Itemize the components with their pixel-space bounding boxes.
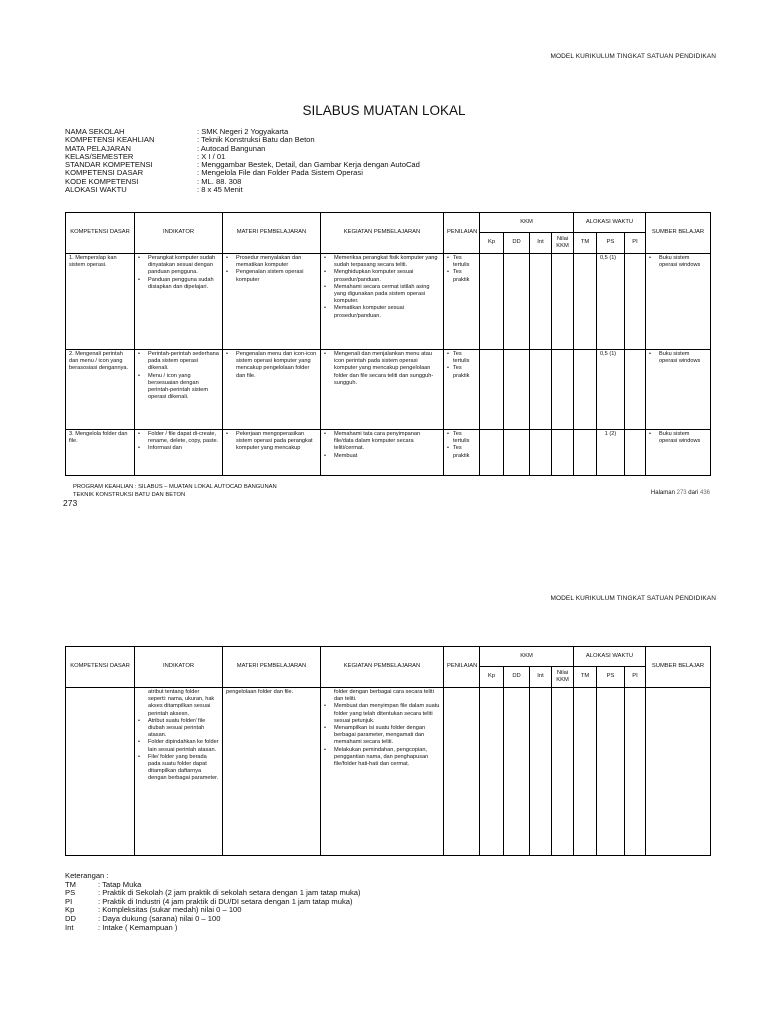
materi-cell: pengelolaan folder dan file. — [223, 688, 321, 856]
halaman-label: Halaman — [650, 490, 675, 496]
tm-cell — [574, 688, 597, 856]
header-int: Int — [530, 667, 552, 688]
header-penilaian: PENILAIAN — [444, 213, 480, 254]
info-value: : Autocad Bangunan — [197, 143, 266, 153]
indikator-cell: • Folder / file dapat di-create, rename, delete, copy, paste. • Informasi dan — [135, 430, 223, 476]
info-value: : Menggambar Bestek, Detail, dan Gambar Kerja dengan AutoCad — [197, 160, 420, 170]
page-header-text: MODEL KURIKULUM TINGKAT SATUAN PENDIDIKAN — [550, 53, 716, 60]
sumber-cell: • Buku sistem operasi windows — [646, 254, 711, 350]
header-materi: MATERI PEMBELAJARAN — [223, 647, 321, 688]
sumber-item: Buku sistem operasi windows — [659, 431, 701, 445]
info-label: STANDAR KOMPETENSI — [65, 160, 153, 170]
legend-value: : Intake ( Kemampuan ) — [98, 922, 178, 932]
materi-cell: • Pekerjaan mengoperasikan sistem operasi pada perangkat komputer yang mencakup — [223, 430, 321, 476]
page-counter — [651, 490, 710, 496]
legend-value: : Praktik di Sekolah (2 jam praktik di sekolah setara dengan 1 jam tatap muka) — [98, 888, 361, 898]
kegiatan-cell: folder dengan berbagai cara secara teliti dan teliti. • Membuat dan menyimpan file dalam suatu folder yang telah ditentukan secara teliti sesuai petunjuk. • Menampilkan isi suatu folder dengan berbagai parameter, mengamati dan memahami secara teliti. • Melakukan pemindahan, pengcopian, penggantian nama, dan penghapusan file/folder hati-hati dan cermat. — [321, 688, 444, 856]
header-sumber: SUMBER BELAJAR — [646, 647, 711, 688]
kegiatan-item: Menghidupkan komputer sesuai prosedur/panduan. — [334, 269, 414, 283]
indikator-item: Informasi dan — [148, 445, 182, 452]
int-cell — [530, 688, 552, 856]
legend-value: : Daya dukung (sarana) nilai 0 – 100 — [98, 913, 221, 923]
indikator-cell: • Perintah-perintah sederhana pada sistem operasi dikenali. • Menu / icon yang bersesuaian dengan perintah-perintah sistem operasi dikenali. — [135, 350, 223, 430]
header-nilai-kkm: Nilai KKM — [552, 667, 574, 688]
header-materi: MATERI PEMBELAJARAN — [223, 213, 321, 254]
page-header-text: MODEL KURIKULUM TINGKAT SATUAN PENDIDIKAN — [550, 595, 716, 602]
materi-item: Prosedur menyalakan dan mematikan komputer — [236, 255, 302, 269]
legend-key: Int — [65, 922, 74, 932]
legend-value: : Tatap Muka — [98, 879, 142, 889]
sumber-item: Buku sistem operasi windows — [659, 255, 701, 269]
indikator-cell: • Perangkat komputer sudah dinyatakan sesuai dengan panduan pengguna. • Panduan pengguna sudah disiapkan dan dipelajari. — [135, 254, 223, 350]
legend-key: Kp — [65, 905, 75, 915]
indikator-item: Perangkat komputer sudah dinyatakan sesuai dengan panduan pengguna. — [148, 255, 216, 276]
header-pi: PI — [625, 233, 646, 254]
dd-cell — [504, 350, 530, 430]
legend-value: : Praktik di Industri (4 jam praktik di DU/DI setara dengan 1 jam tatap muka) — [98, 896, 353, 906]
info-label: NAMA SEKOLAH — [65, 127, 125, 136]
table-row — [66, 430, 711, 476]
header-int: Int — [530, 233, 552, 254]
kegiatan-cell: • Memahami tata cara penyimpanan file/data dalam komputer secara teliti/cermat. • Membuat — [321, 430, 444, 476]
kegiatan-item: Memeriksa perangkat fisik komputer yang sudah terpasang secara teliti. — [334, 255, 438, 269]
kegiatan-item: Membuat dan menyimpan file dalam suatu folder yang telah ditentukan secara teliti sesuai petunjuk. — [334, 703, 440, 724]
sumber-item: Buku sistem operasi windows — [659, 351, 701, 365]
info-block — [65, 128, 420, 194]
header-kegiatan: KEGIATAN PEMBELAJARAN — [321, 647, 444, 688]
legend-value: : Kompleksitas (sukar medah) nilai 0 – 100 — [98, 905, 242, 915]
table-row — [66, 350, 711, 430]
dari-label: dari — [688, 490, 699, 496]
info-value: : Mengelola File dan Folder Pada Sistem Operasi — [197, 168, 363, 178]
materi-cell: • Prosedur menyalakan dan mematikan komputer • Pengenalan sistem operasi komputer — [223, 254, 321, 350]
indikator-item: Panduan pengguna sudah disiapkan dan dipelajari. — [148, 276, 214, 290]
penilaian-cell: • Tes tertulis • Tes praktik — [444, 430, 480, 476]
pi-cell — [625, 688, 646, 856]
kegiatan-item: Mematikan komputer sesuai prosedur/panduan. — [334, 305, 404, 319]
int-cell — [530, 430, 552, 476]
syllabus-table-continued — [65, 646, 711, 856]
tm-cell — [574, 254, 597, 350]
nilai-kkm-cell — [552, 350, 574, 430]
table-row — [66, 688, 711, 856]
kd-cell: 2. Mengenali perintah dan menu / icon yang berasosiasi dengannya. — [66, 350, 135, 430]
info-label: KOMPETENSI DASAR — [65, 168, 144, 178]
kp-cell — [480, 430, 504, 476]
kd-cell: 3. Mengelola folder dan file. — [66, 430, 135, 476]
legend-key: PS — [65, 888, 76, 898]
legend — [65, 872, 361, 932]
info-label: MATA PELAJARAN — [65, 143, 131, 153]
info-value: : 8 x 45 Menit — [197, 185, 243, 195]
header-dd: DD — [504, 233, 530, 254]
int-cell — [530, 350, 552, 430]
materi-item: Pekerjaan mengoperasikan sistem operasi pada perangkat komputer yang mencakup — [236, 431, 313, 452]
pi-cell — [625, 254, 646, 350]
header-kkm: KKM — [480, 647, 574, 667]
materi-item: Pengenalan menu dan icon-icon sistem operasi komputer yang mencakup pengelolaan folder dan file. — [236, 351, 317, 379]
legend-key: PI — [65, 896, 73, 906]
kp-cell — [480, 688, 504, 856]
penilaian-item: Tes tertulis — [453, 431, 470, 445]
indikator-item: Perintah-perintah sederhana pada sistem operasi dikenali. — [148, 351, 219, 372]
dd-cell — [504, 688, 530, 856]
tm-cell — [574, 430, 597, 476]
dd-cell — [504, 254, 530, 350]
info-value: : Teknik Konstruksi Batu dan Beton — [197, 135, 315, 145]
header-tm: TM — [574, 233, 597, 254]
indikator-item: Menu / icon yang bersesuaian dengan perintah-perintah sistem operasi dikenali. — [148, 372, 209, 401]
halaman-number: 273 — [676, 490, 687, 496]
header-ps: PS — [597, 233, 625, 254]
table-row — [66, 254, 711, 350]
syllabus-table — [65, 212, 711, 476]
ps-cell — [597, 688, 625, 856]
header-kompetensi-dasar: KOMPETENSI DASAR — [66, 647, 135, 688]
nilai-kkm-cell — [552, 688, 574, 856]
info-label: ALOKASI WAKTU — [65, 185, 127, 195]
kegiatan-item: Menampilkan isi suatu folder dengan berbagai parameter, mengamati dan memahami secara teliti. — [334, 725, 426, 746]
sumber-cell: • Buku sistem operasi windows — [646, 350, 711, 430]
kegiatan-cell: • Memeriksa perangkat fisik komputer yang sudah terpasang secara teliti. • Menghidupkan komputer sesuai prosedur/panduan. • Memahami secara cermat istilah asing yang digunakan pada sistem operasi komputer. • Mematikan komputer sesuai prosedur/panduan. — [321, 254, 444, 350]
header-penilaian: PENILAIAN — [444, 647, 480, 688]
penilaian-item: Tes praktik — [453, 365, 470, 379]
kd-cell: 1. Memperslap kan sistem operasi. — [66, 254, 135, 350]
penilaian-item: Tes tertulis — [453, 255, 470, 269]
kd-cell — [66, 688, 135, 856]
header-kkm: KKM — [480, 213, 574, 233]
penilaian-item: Tes praktik — [453, 269, 470, 283]
page-number: 273 — [63, 498, 78, 508]
header-alokasi: ALOKASI WAKTU — [574, 213, 646, 233]
pi-cell — [625, 350, 646, 430]
indikator-item: Atribut suatu folder/ file diubah sesuai perintah atasan. — [148, 717, 206, 739]
pi-cell — [625, 430, 646, 476]
page-footer — [73, 483, 277, 499]
info-label: KELAS/SEMESTER — [65, 151, 134, 161]
kegiatan-item: Memahami tata cara penyimpanan file/data dalam komputer secara teliti/cermat. — [334, 431, 421, 452]
header-kegiatan: KEGIATAN PEMBELAJARAN — [321, 213, 444, 254]
penilaian-cell: • Tes tertulis • Tes praktik — [444, 254, 480, 350]
legend-key: TM — [65, 879, 76, 889]
kegiatan-item: folder dengan berbagai cara secara teliti dan teliti. — [334, 689, 434, 703]
materi-item: Pengenalan sistem operasi komputer — [236, 269, 304, 283]
sumber-cell: • Buku sistem operasi windows — [646, 430, 711, 476]
tm-cell — [574, 350, 597, 430]
page-title: SILABUS MUATAN LOKAL — [302, 103, 466, 118]
ps-cell: 0,5 (1) — [597, 254, 625, 350]
kegiatan-item: Melakukan pemindahan, pengcopian, penggantian nama, dan penghapusan file/folder hati-hati dan cermat. — [334, 746, 429, 768]
footer-teknik: TEKNIK KONSTRUKSI BATU DAN BETON — [73, 492, 186, 498]
header-tm: TM — [574, 667, 597, 688]
header-ps: PS — [597, 667, 625, 688]
header-indikator: INDIKATOR — [135, 647, 223, 688]
info-value: : SMK Negeri 2 Yogyakarta — [197, 127, 289, 136]
header-pi: PI — [625, 667, 646, 688]
info-label: KODE KOMPETENSI — [65, 176, 139, 186]
header-dd: DD — [504, 667, 530, 688]
indikator-item: Folder dipindahkan ke folder lain sesuai perintah atasan. — [148, 739, 219, 753]
halaman-total: 436 — [699, 490, 710, 496]
header-nilai-kkm: Nilai KKM — [552, 233, 574, 254]
nilai-kkm-cell — [552, 430, 574, 476]
int-cell — [530, 254, 552, 350]
kegiatan-item: Membuat — [334, 452, 358, 459]
penilaian-cell: • Tes tertulis • Tes praktik — [444, 350, 480, 430]
header-kompetensi-dasar: KOMPETENSI DASAR — [66, 213, 135, 254]
indikator-cell: atribut tentang folder seperti: nama, ukuran, hak akses ditampilkan sesuai perintah aksesn. • Atribut suatu folder/ file diubah sesuai perintah atasan. • Folder dipindahkan ke folder lain sesuai perintah atasan. • File/ folder yang berada pada suatu folder dapat ditampilkan daftarnya dengan berbagai parameter. — [135, 688, 223, 856]
kp-cell — [480, 254, 504, 350]
header-alokasi: ALOKASI WAKTU — [574, 647, 646, 667]
ps-cell: 0,5 (1) — [597, 350, 625, 430]
kp-cell — [480, 350, 504, 430]
ps-cell: 1 (2) — [597, 430, 625, 476]
nilai-kkm-cell — [552, 254, 574, 350]
indikator-item: atribut tentang folder seperti: nama, ukuran, hak akses ditampilkan sesuai perintah aksesn. — [148, 689, 215, 717]
header-sumber: SUMBER BELAJAR — [646, 213, 711, 254]
header-kp: Kp — [480, 667, 504, 688]
legend-title: Keterangan : — [65, 871, 109, 880]
header-indikator: INDIKATOR — [135, 213, 223, 254]
kegiatan-item: Mengenali dan menjalankan menu atau icon perintah pada sistem operasi komputer yang mencakup pengelolaan folder dan file secara teliti dan sungguh-sungguh. — [334, 351, 434, 386]
sumber-cell — [646, 688, 711, 856]
penilaian-item: Tes praktik — [453, 445, 470, 459]
footer-program: PROGRAM KEAHLIAN : SILABUS – MUATAN LOKAL AUTOCAD BANGUNAN — [73, 484, 277, 490]
penilaian-item: Tes tertulis — [453, 351, 470, 365]
header-kp: Kp — [480, 233, 504, 254]
indikator-item: Folder / file dapat di-create, rename, delete, copy, paste. — [148, 431, 219, 445]
kegiatan-cell: • Mengenali dan menjalankan menu atau icon perintah pada sistem operasi komputer yang mencakup pengelolaan folder dan file secara teliti dan sungguh-sungguh. — [321, 350, 444, 430]
info-value: : X I / 01 — [197, 151, 226, 161]
materi-cell: • Pengenalan menu dan icon-icon sistem operasi komputer yang mencakup pengelolaan folder dan file. — [223, 350, 321, 430]
kegiatan-item: Memahami secara cermat istilah asing yang digunakan pada sistem operasi komputer. — [334, 283, 430, 305]
legend-key: DD — [65, 913, 76, 923]
penilaian-cell — [444, 688, 480, 856]
info-value: : ML. 88. 308 — [197, 176, 242, 186]
indikator-item: File/ folder yang berada pada suatu folder dapat ditampilkan daftarnya dengan berbagai parameter. — [148, 753, 219, 782]
dd-cell — [504, 430, 530, 476]
info-label: KOMPETENSI KEAHLIAN — [65, 135, 155, 145]
